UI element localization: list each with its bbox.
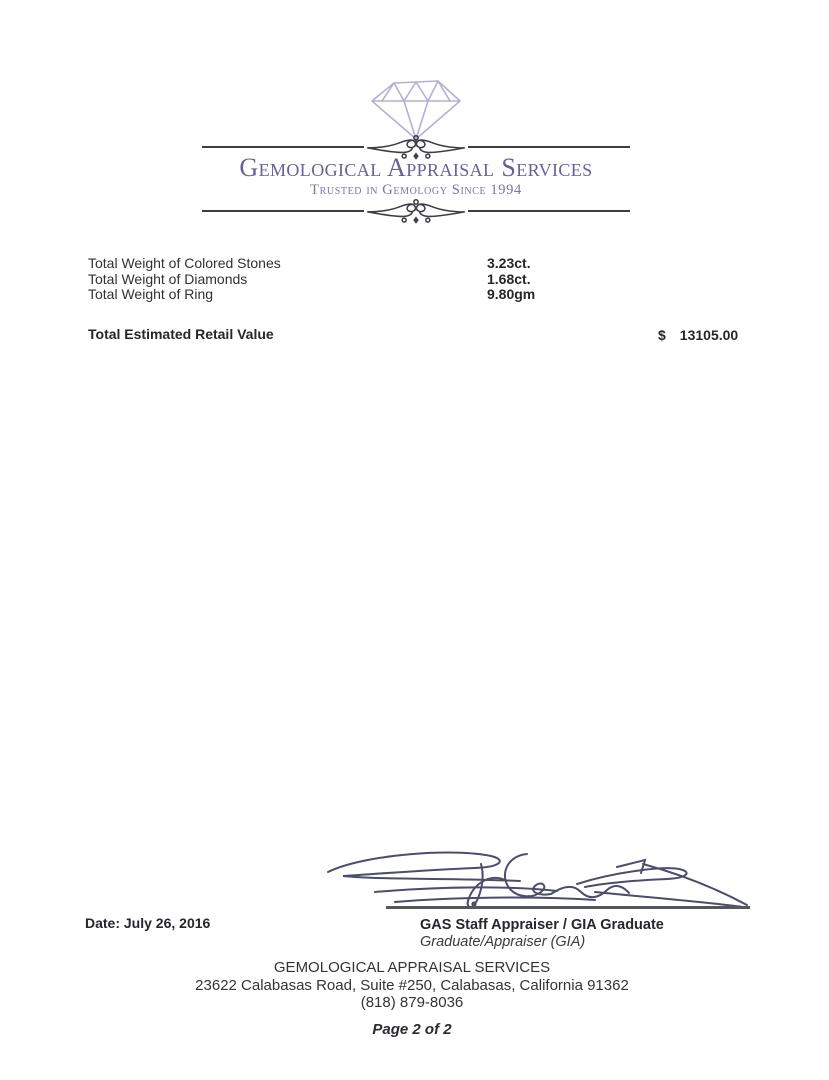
- weights-section: [88, 256, 688, 303]
- rule-line-right: [468, 146, 630, 148]
- logo-title: Gemological Appraisal Services: [239, 153, 593, 182]
- signature-line: [386, 906, 750, 909]
- weight-value: 3.23ct.: [487, 255, 531, 271]
- footer-phone: (818) 879-8036: [360, 994, 464, 1012]
- appraiser-title: GAS Staff Appraiser / GIA Graduate: [420, 917, 664, 933]
- weight-label: Total Weight of Ring: [88, 286, 214, 303]
- weight-label: Total Weight of Colored Stones: [88, 255, 281, 271]
- rule-line-left: [202, 146, 364, 148]
- total-retail-amount: 13105.00: [679, 327, 739, 343]
- total-retail-label: Total Estimated Retail Value: [88, 326, 274, 342]
- logo: [202, 75, 630, 227]
- footer-address: 23622 Calabasas Road, Suite #250, Calabasas, California 91362: [195, 976, 629, 994]
- weight-value: 1.68ct.: [487, 270, 531, 287]
- weight-label: Total Weight of Diamonds: [88, 270, 248, 287]
- logo-tagline: Trusted in Gemology Since 1994: [310, 182, 522, 198]
- date-label: Date: July 26, 2016: [85, 915, 211, 931]
- weight-value: 9.80gm: [487, 286, 536, 303]
- page-number: Page 2 of 2: [372, 1020, 452, 1038]
- rule-line-left: [202, 210, 364, 212]
- currency-symbol: $: [658, 327, 666, 343]
- rule-line-right: [468, 210, 630, 212]
- weight-row: [88, 256, 688, 272]
- flourish-ornament-bottom-icon: [366, 196, 466, 226]
- footer: [0, 959, 824, 1038]
- appraiser-subtitle: Graduate/Appraiser (GIA): [420, 934, 586, 950]
- signature-image: [295, 836, 755, 916]
- weight-row: [88, 272, 688, 288]
- footer-company: GEMOLOGICAL APPRAISAL SERVICES: [273, 959, 551, 976]
- total-retail-value: [658, 327, 738, 343]
- weight-row: [88, 287, 688, 303]
- logo-rule-bottom: [202, 196, 630, 226]
- appraiser-block: [420, 917, 664, 950]
